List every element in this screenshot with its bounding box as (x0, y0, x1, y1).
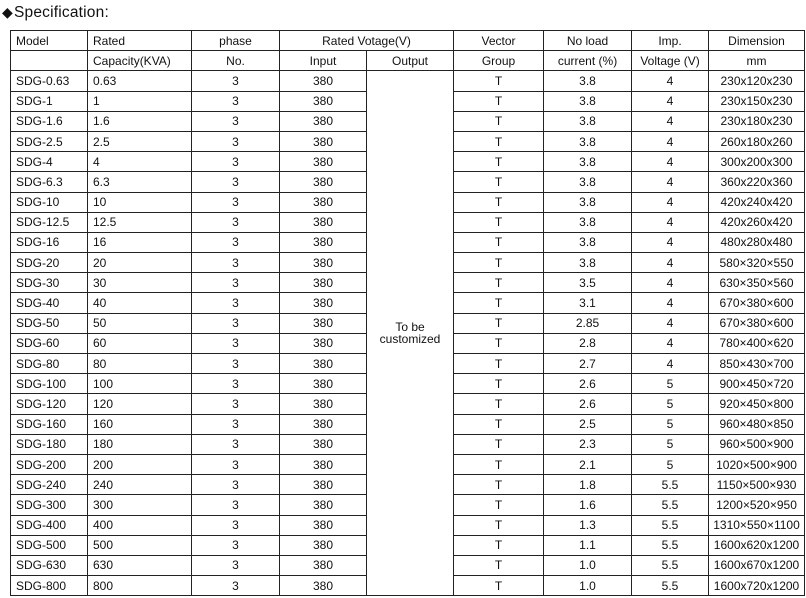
cell-vector-group: T (454, 555, 544, 575)
cell-capacity: 400 (88, 515, 192, 535)
cell-dimension: 900×450×720 (709, 374, 805, 394)
header-dimension: Dimension (709, 31, 805, 51)
cell-model: SDG-180 (11, 434, 88, 454)
cell-capacity: 500 (88, 535, 192, 555)
cell-capacity: 630 (88, 555, 192, 575)
cell-input: 380 (280, 475, 367, 495)
cell-no-load-current: 1.0 (544, 555, 632, 575)
cell-model: SDG-16 (11, 232, 88, 252)
cell-input: 380 (280, 454, 367, 474)
cell-phase: 3 (192, 91, 280, 111)
cell-imp-voltage: 5.5 (632, 475, 709, 495)
cell-input: 380 (280, 232, 367, 252)
cell-model: SDG-40 (11, 293, 88, 313)
cell-no-load-current: 1.1 (544, 535, 632, 555)
cell-phase: 3 (192, 111, 280, 131)
cell-input: 380 (280, 273, 367, 293)
cell-dimension: 1150×500×930 (709, 475, 805, 495)
header-model-cont (11, 51, 88, 71)
cell-dimension: 260x180x260 (709, 131, 805, 151)
cell-dimension: 1600x620x1200 (709, 535, 805, 555)
cell-phase: 3 (192, 273, 280, 293)
cell-dimension: 850×430×700 (709, 354, 805, 374)
cell-imp-voltage: 5 (632, 374, 709, 394)
cell-imp-voltage: 4 (632, 273, 709, 293)
cell-capacity: 12.5 (88, 212, 192, 232)
cell-no-load-current: 3.5 (544, 273, 632, 293)
header-current: current (%) (544, 51, 632, 71)
cell-vector-group: T (454, 273, 544, 293)
cell-phase: 3 (192, 576, 280, 596)
cell-capacity: 40 (88, 293, 192, 313)
cell-imp-voltage: 4 (632, 354, 709, 374)
cell-vector-group: T (454, 253, 544, 273)
cell-imp-voltage: 5.5 (632, 555, 709, 575)
cell-vector-group: T (454, 434, 544, 454)
cell-imp-voltage: 5 (632, 434, 709, 454)
cell-vector-group: T (454, 172, 544, 192)
cell-vector-group: T (454, 232, 544, 252)
cell-imp-voltage: 4 (632, 313, 709, 333)
cell-vector-group: T (454, 475, 544, 495)
cell-input: 380 (280, 333, 367, 353)
cell-vector-group: T (454, 394, 544, 414)
cell-phase: 3 (192, 253, 280, 273)
cell-model: SDG-400 (11, 515, 88, 535)
cell-vector-group: T (454, 354, 544, 374)
cell-input: 380 (280, 354, 367, 374)
cell-phase: 3 (192, 535, 280, 555)
cell-capacity: 20 (88, 253, 192, 273)
cell-imp-voltage: 5.5 (632, 535, 709, 555)
cell-dimension: 780×400×620 (709, 333, 805, 353)
cell-imp-voltage: 4 (632, 293, 709, 313)
cell-no-load-current: 3.8 (544, 71, 632, 91)
cell-phase: 3 (192, 232, 280, 252)
cell-dimension: 360x220x360 (709, 172, 805, 192)
cell-no-load-current: 2.3 (544, 434, 632, 454)
cell-input: 380 (280, 394, 367, 414)
cell-no-load-current: 1.6 (544, 495, 632, 515)
cell-phase: 3 (192, 434, 280, 454)
cell-input: 380 (280, 131, 367, 151)
cell-model: SDG-120 (11, 394, 88, 414)
cell-vector-group: T (454, 313, 544, 333)
cell-input: 380 (280, 212, 367, 232)
cell-phase: 3 (192, 293, 280, 313)
cell-phase: 3 (192, 515, 280, 535)
cell-no-load-current: 1.3 (544, 515, 632, 535)
cell-vector-group: T (454, 152, 544, 172)
cell-vector-group: T (454, 576, 544, 596)
cell-no-load-current: 3.8 (544, 172, 632, 192)
cell-model: SDG-60 (11, 333, 88, 353)
cell-dimension: 1200×520×950 (709, 495, 805, 515)
spec-title-text: Specification: (13, 4, 109, 21)
cell-model: SDG-80 (11, 354, 88, 374)
cell-input: 380 (280, 253, 367, 273)
cell-model: SDG-800 (11, 576, 88, 596)
cell-model: SDG-20 (11, 253, 88, 273)
cell-no-load-current: 3.8 (544, 152, 632, 172)
cell-phase: 3 (192, 454, 280, 474)
cell-phase: 3 (192, 475, 280, 495)
cell-input: 380 (280, 172, 367, 192)
cell-input: 380 (280, 192, 367, 212)
output-note-line-1: To be (395, 320, 425, 335)
cell-imp-voltage: 4 (632, 91, 709, 111)
cell-phase: 3 (192, 131, 280, 151)
cell-capacity: 6.3 (88, 172, 192, 192)
cell-imp-voltage: 5.5 (632, 576, 709, 596)
cell-phase: 3 (192, 152, 280, 172)
cell-input: 380 (280, 555, 367, 575)
cell-imp-voltage: 4 (632, 71, 709, 91)
cell-vector-group: T (454, 131, 544, 151)
cell-dimension: 230x180x230 (709, 111, 805, 131)
cell-imp-voltage: 4 (632, 131, 709, 151)
cell-dimension: 1600x670x1200 (709, 555, 805, 575)
cell-phase: 3 (192, 374, 280, 394)
cell-model: SDG-30 (11, 273, 88, 293)
cell-no-load-current: 1.0 (544, 576, 632, 596)
cell-capacity: 1.6 (88, 111, 192, 131)
header-group: Group (454, 51, 544, 71)
cell-dimension: 920×450×800 (709, 394, 805, 414)
output-note-line-2: customized (379, 332, 441, 347)
cell-imp-voltage: 4 (632, 172, 709, 192)
cell-dimension: 300x200x300 (709, 152, 805, 172)
cell-no-load-current: 3.8 (544, 131, 632, 151)
cell-phase: 3 (192, 71, 280, 91)
cell-model: SDG-300 (11, 495, 88, 515)
cell-input: 380 (280, 91, 367, 111)
cell-dimension: 1020×500×900 (709, 454, 805, 474)
cell-input: 380 (280, 313, 367, 333)
cell-capacity: 160 (88, 414, 192, 434)
cell-model: SDG-240 (11, 475, 88, 495)
cell-no-load-current: 1.8 (544, 475, 632, 495)
cell-input: 380 (280, 495, 367, 515)
cell-model: SDG-4 (11, 152, 88, 172)
cell-no-load-current: 2.8 (544, 333, 632, 353)
cell-no-load-current: 2.7 (544, 354, 632, 374)
cell-capacity: 300 (88, 495, 192, 515)
cell-phase: 3 (192, 495, 280, 515)
cell-capacity: 2.5 (88, 131, 192, 151)
cell-phase: 3 (192, 354, 280, 374)
cell-input: 380 (280, 414, 367, 434)
header-phase: phase (192, 31, 280, 51)
cell-phase: 3 (192, 333, 280, 353)
cell-input: 380 (280, 374, 367, 394)
diamond-bullet-icon: ◆ (2, 4, 13, 20)
cell-imp-voltage: 5.5 (632, 495, 709, 515)
header-rated-voltage: Rated Votage(V) (280, 31, 454, 51)
cell-vector-group: T (454, 374, 544, 394)
cell-phase: 3 (192, 394, 280, 414)
cell-model: SDG-1.6 (11, 111, 88, 131)
cell-no-load-current: 2.1 (544, 454, 632, 474)
cell-dimension: 420x240x420 (709, 192, 805, 212)
cell-input: 380 (280, 71, 367, 91)
cell-phase: 3 (192, 212, 280, 232)
cell-input: 380 (280, 576, 367, 596)
cell-no-load-current: 2.85 (544, 313, 632, 333)
cell-model: SDG-10 (11, 192, 88, 212)
cell-no-load-current: 3.8 (544, 232, 632, 252)
header-output: Output (367, 51, 454, 71)
header-no-load: No load (544, 31, 632, 51)
cell-capacity: 50 (88, 313, 192, 333)
header-row-1 (11, 31, 805, 51)
cell-no-load-current: 3.8 (544, 192, 632, 212)
cell-input: 380 (280, 515, 367, 535)
cell-phase: 3 (192, 192, 280, 212)
cell-capacity: 240 (88, 475, 192, 495)
cell-phase: 3 (192, 172, 280, 192)
cell-phase: 3 (192, 414, 280, 434)
cell-imp-voltage: 4 (632, 232, 709, 252)
header-model: Model (11, 31, 88, 51)
cell-dimension: 630×350×560 (709, 273, 805, 293)
cell-model: SDG-200 (11, 454, 88, 474)
cell-vector-group: T (454, 71, 544, 91)
cell-imp-voltage: 4 (632, 192, 709, 212)
cell-model: SDG-50 (11, 313, 88, 333)
cell-input: 380 (280, 535, 367, 555)
cell-capacity: 16 (88, 232, 192, 252)
cell-no-load-current: 3.8 (544, 253, 632, 273)
cell-dimension: 1600x720x1200 (709, 576, 805, 596)
cell-vector-group: T (454, 535, 544, 555)
spec-table (10, 30, 805, 596)
cell-no-load-current: 3.8 (544, 111, 632, 131)
cell-imp-voltage: 5.5 (632, 515, 709, 535)
header-input: Input (280, 51, 367, 71)
header-vector: Vector (454, 31, 544, 51)
cell-imp-voltage: 4 (632, 212, 709, 232)
cell-capacity: 80 (88, 354, 192, 374)
cell-dimension: 1310×550×1100 (709, 515, 805, 535)
cell-imp-voltage: 5 (632, 394, 709, 414)
cell-model: SDG-630 (11, 555, 88, 575)
header-capacity: Capacity(KVA) (88, 51, 192, 71)
cell-input: 380 (280, 111, 367, 131)
cell-vector-group: T (454, 515, 544, 535)
cell-model: SDG-1 (11, 91, 88, 111)
cell-capacity: 200 (88, 454, 192, 474)
cell-dimension: 230x150x230 (709, 91, 805, 111)
cell-vector-group: T (454, 212, 544, 232)
cell-input: 380 (280, 293, 367, 313)
header-rated: Rated (88, 31, 192, 51)
cell-capacity: 0.63 (88, 71, 192, 91)
cell-input: 380 (280, 152, 367, 172)
cell-no-load-current: 3.8 (544, 212, 632, 232)
cell-dimension: 420x260x420 (709, 212, 805, 232)
cell-vector-group: T (454, 293, 544, 313)
table-row (11, 71, 805, 91)
cell-imp-voltage: 4 (632, 111, 709, 131)
cell-capacity: 60 (88, 333, 192, 353)
cell-vector-group: T (454, 192, 544, 212)
cell-capacity: 100 (88, 374, 192, 394)
header-row-2 (11, 51, 805, 71)
cell-model: SDG-2.5 (11, 131, 88, 151)
cell-capacity: 10 (88, 192, 192, 212)
header-imp-voltage: Voltage (V) (632, 51, 709, 71)
cell-model: SDG-0.63 (11, 71, 88, 91)
cell-dimension: 670×380×600 (709, 293, 805, 313)
cell-dimension: 580×320×550 (709, 253, 805, 273)
cell-vector-group: T (454, 495, 544, 515)
cell-vector-group: T (454, 91, 544, 111)
cell-vector-group: T (454, 111, 544, 131)
cell-imp-voltage: 4 (632, 253, 709, 273)
cell-capacity: 30 (88, 273, 192, 293)
cell-dimension: 230x120x230 (709, 71, 805, 91)
cell-imp-voltage: 5 (632, 414, 709, 434)
cell-model: SDG-100 (11, 374, 88, 394)
cell-no-load-current: 2.5 (544, 414, 632, 434)
cell-no-load-current: 3.8 (544, 91, 632, 111)
cell-capacity: 180 (88, 434, 192, 454)
cell-vector-group: T (454, 454, 544, 474)
cell-capacity: 4 (88, 152, 192, 172)
cell-vector-group: T (454, 414, 544, 434)
cell-no-load-current: 3.1 (544, 293, 632, 313)
cell-model: SDG-6.3 (11, 172, 88, 192)
cell-capacity: 120 (88, 394, 192, 414)
cell-model: SDG-160 (11, 414, 88, 434)
cell-no-load-current: 2.6 (544, 374, 632, 394)
cell-dimension: 670×380×600 (709, 313, 805, 333)
cell-capacity: 800 (88, 576, 192, 596)
cell-model: SDG-500 (11, 535, 88, 555)
cell-no-load-current: 2.6 (544, 394, 632, 414)
cell-vector-group: T (454, 333, 544, 353)
cell-imp-voltage: 4 (632, 152, 709, 172)
header-imp: Imp. (632, 31, 709, 51)
cell-dimension: 960×480×850 (709, 414, 805, 434)
cell-imp-voltage: 5 (632, 454, 709, 474)
cell-output-note (367, 71, 454, 596)
header-mm: mm (709, 51, 805, 71)
cell-dimension: 480x280x480 (709, 232, 805, 252)
cell-imp-voltage: 4 (632, 333, 709, 353)
cell-capacity: 1 (88, 91, 192, 111)
cell-dimension: 960×500×900 (709, 434, 805, 454)
cell-model: SDG-12.5 (11, 212, 88, 232)
cell-phase: 3 (192, 555, 280, 575)
cell-phase: 3 (192, 313, 280, 333)
cell-input: 380 (280, 434, 367, 454)
header-phase-no: No. (192, 51, 280, 71)
spec-title (2, 0, 109, 24)
